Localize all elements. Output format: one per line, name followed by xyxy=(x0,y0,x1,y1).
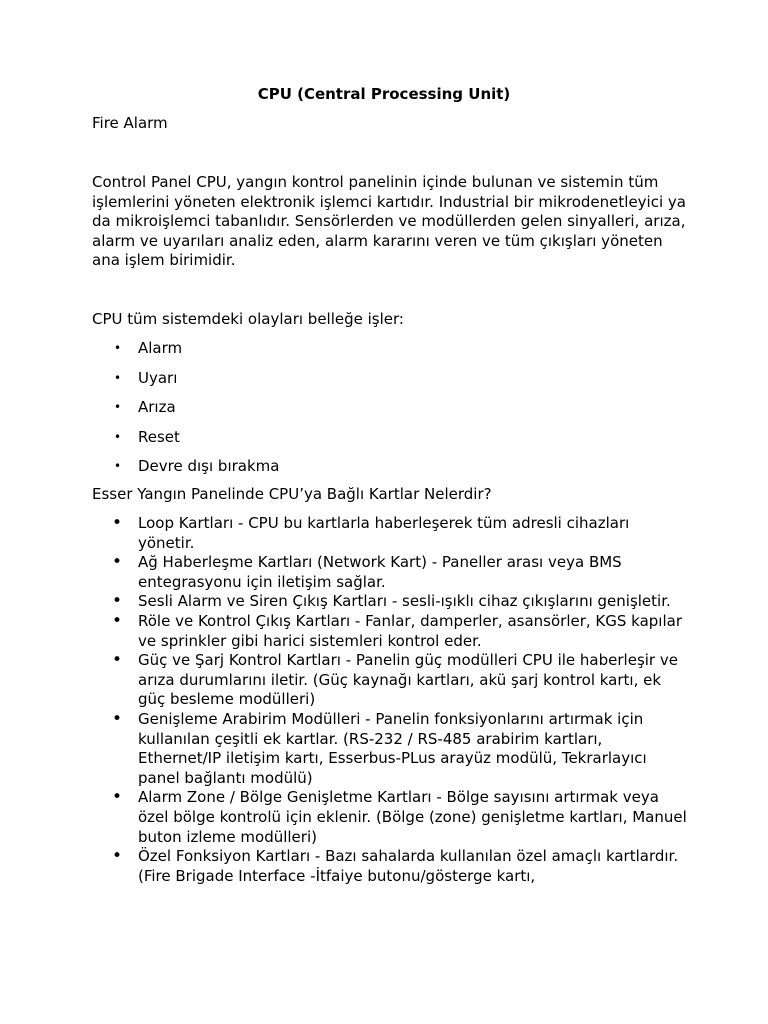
list-item: • Röle ve Kontrol Çıkış Kartları - Fanlar, damperler, asansörler, KGS kapılar ve sprinkler gibi harici sistemleri kontrol eder. xyxy=(0,612,690,651)
list-item: • Ağ Haberleşme Kartları (Network Kart) - Paneller arası veya BMS entegrasyonu için iletişim sağlar. xyxy=(0,553,690,592)
list-item: • Güç ve Şarj Kontrol Kartları - Panelin güç modülleri CPU ile haberleşir ve arıza durumlarını iletir. (Güç kaynağı kartları, akü şarj kontrol kartı, ek güç besleme modülleri) xyxy=(0,651,690,710)
page-subtitle: Fire Alarm xyxy=(92,114,168,132)
list-item: • Reset xyxy=(0,428,279,458)
events-heading: CPU tüm sistemdeki olayları belleğe işler: xyxy=(92,310,404,328)
list-item: • Alarm Zone / Bölge Genişletme Kartları - Bölge sayısını artırmak veya özel bölge kontrolü için eklenir. (Bölge (zone) genişletme kartları, Manuel buton izleme modülleri) xyxy=(0,788,690,847)
list-item: • Uyarı xyxy=(0,369,279,399)
cards-heading: Esser Yangın Panelinde CPU’ya Bağlı Kartlar Nelerdir? xyxy=(92,485,492,503)
page-title: CPU (Central Processing Unit) xyxy=(257,85,511,103)
list-item: • Genişleme Arabirim Modülleri - Panelin fonksiyonlarını artırmak için kullanılan çeşitli ek kartlar. (RS-232 / RS-485 arabirim kartları, Ethernet/IP iletişim kartı, Esserbus-PLus arayüz modülü, Tekrarlayıcı panel bağlantı modülü) xyxy=(0,710,690,788)
list-item: • Sesli Alarm ve Siren Çıkış Kartları - sesli-ışıklı cihaz çıkışlarını genişletir. xyxy=(0,592,690,612)
intro-paragraph: Control Panel CPU, yangın kontrol panelinin içinde bulunan ve sistemin tüm işlemlerini yöneten elektronik işlemci kartıdır. Industrial bir mikrodenetleyici ya da mikroişlemci tabanlıdır. Sensörlerden ve modüllerden gelen sinyalleri, arıza, alarm ve uyarıları analiz eden, alarm kararını veren ve tüm çıkışları yöneten ana işlem birimidir. xyxy=(92,173,686,270)
list-item: • Devre dışı bırakma xyxy=(0,457,279,487)
cards-list xyxy=(0,514,690,886)
list-item: • Alarm xyxy=(0,339,279,369)
list-item: • Arıza xyxy=(0,398,279,428)
list-item: • Loop Kartları - CPU bu kartlarla haberleşerek tüm adresli cihazları yönetir. xyxy=(0,514,690,553)
events-list xyxy=(0,339,279,487)
list-item: • Özel Fonksiyon Kartları - Bazı sahalarda kullanılan özel amaçlı kartlardır. (Fire Brigade Interface -İtfaiye butonu/gösterge kartı, xyxy=(0,847,690,886)
